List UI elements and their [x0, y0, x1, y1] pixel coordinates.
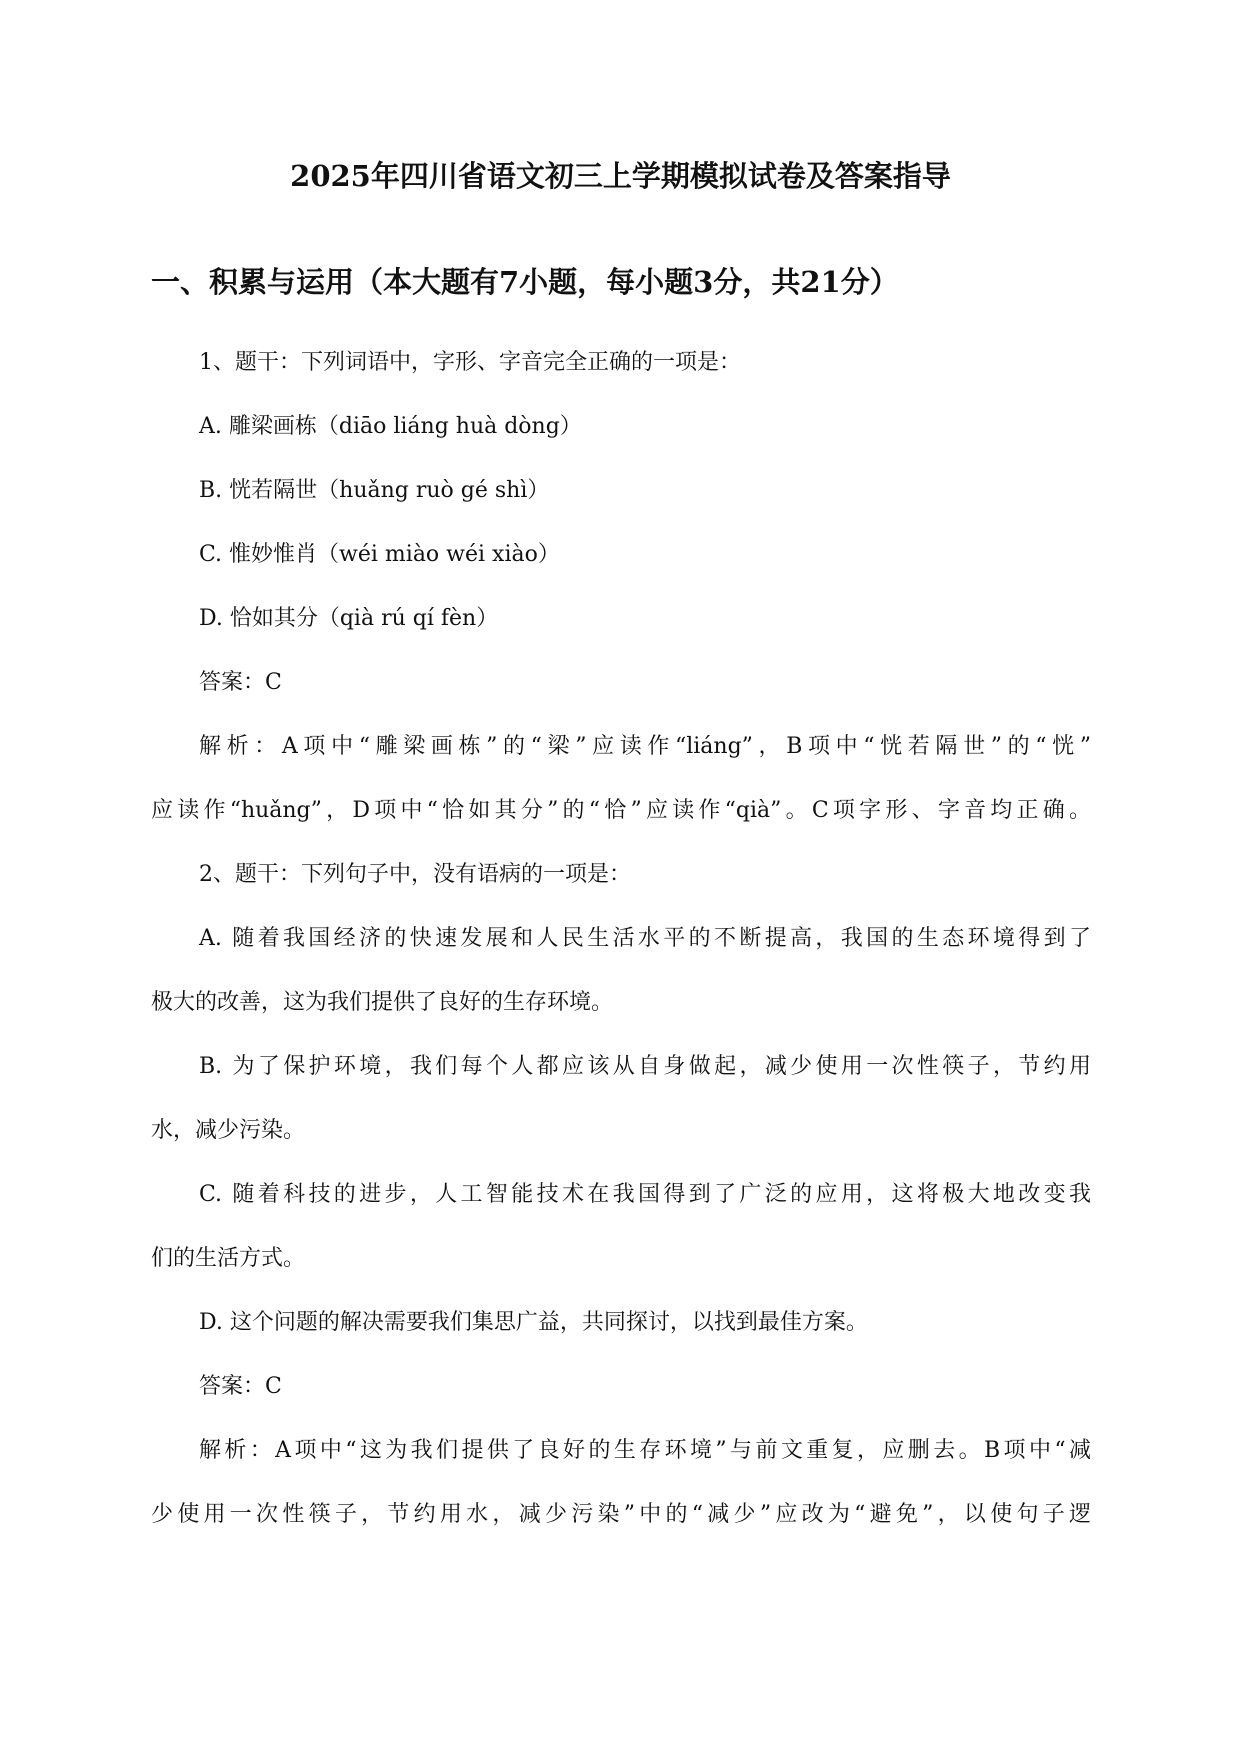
q1-option-d: D. 恰如其分（qià rú qí fèn） — [199, 606, 499, 631]
section-heading: 一、积累与运用（本大题有7小题，每小题3分，共21分） — [151, 265, 899, 299]
q2-stem: 2、题干：下列句子中，没有语病的一项是： — [199, 862, 631, 887]
q1-analysis-line-1: 解析：A项中“雕梁画栋”的“梁”应读作“liáng”，B项中“恍若隔世”的“恍” — [199, 734, 1091, 759]
q1-option-b: B. 恍若隔世（huǎng ruò gé shì） — [199, 478, 550, 503]
q1-option-c: C. 惟妙惟肖（wéi miào wéi xiào） — [199, 542, 560, 567]
q2-answer: 答案：C — [199, 1374, 282, 1399]
q2-analysis-line-2: 少使用一次性筷子，节约用水，减少污染”中的“减少”应改为“避免”，以使句子逻 — [151, 1502, 1091, 1527]
q1-answer: 答案：C — [199, 670, 282, 695]
q2-option-a-line-1: A. 随着我国经济的快速发展和人民生活水平的不断提高，我国的生态环境得到了 — [199, 926, 1091, 951]
q2-option-d: D. 这个问题的解决需要我们集思广益，共同探讨，以找到最佳方案。 — [199, 1310, 868, 1335]
q2-option-c-line-2: 们的生活方式。 — [151, 1246, 306, 1271]
q2-option-b-line-2: 水，减少污染。 — [151, 1118, 306, 1143]
q2-option-c-line-1: C. 随着科技的进步，人工智能技术在我国得到了广泛的应用，这将极大地改变我 — [199, 1182, 1091, 1207]
q1-option-a: A. 雕梁画栋（diāo liáng huà dòng） — [199, 414, 582, 439]
q2-analysis-line-1: 解析：A项中“这为我们提供了良好的生存环境”与前文重复，应删去。B项中“减 — [199, 1438, 1091, 1463]
q2-option-b-line-1: B. 为了保护环境，我们每个人都应该从自身做起，减少使用一次性筷子，节约用 — [199, 1054, 1091, 1079]
document-title: 2025年四川省语文初三上学期模拟试卷及答案指导 — [290, 159, 951, 193]
q1-stem: 1、题干：下列词语中，字形、字音完全正确的一项是： — [199, 350, 741, 375]
q2-option-a-line-2: 极大的改善，这为我们提供了良好的生存环境。 — [151, 990, 614, 1015]
q1-analysis-line-2: 应读作“huǎng”，D项中“恰如其分”的“恰”应读作“qià”。C项字形、字音均正确。 — [151, 798, 1091, 823]
